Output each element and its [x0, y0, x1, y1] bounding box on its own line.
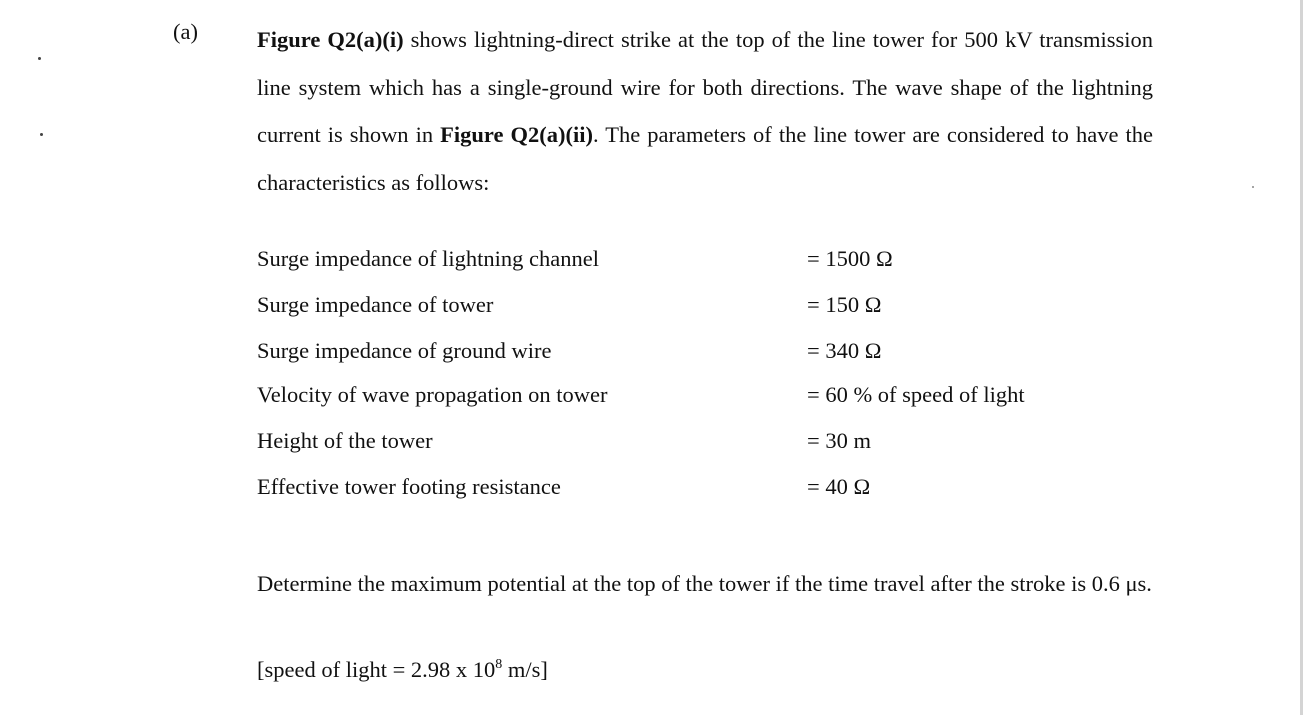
- note-suffix: m/s]: [502, 657, 548, 682]
- intro-text: . The parameters of the line tower are considered to have the characteristics as follows:: [257, 122, 1153, 195]
- parameter-row: [257, 290, 1157, 320]
- question-intro: [257, 16, 1153, 206]
- parameter-value: = 60 % of speed of light: [807, 382, 1025, 407]
- parameter-value: = 30 m: [807, 428, 871, 453]
- note-prefix: [speed of light = 2.98 x 10: [257, 657, 496, 682]
- intro-text: shows lightning-direct strike at the top of the line tower for 500 kV transmission line system which has a single-ground wire for both directions. The wave shape of the lightning current is shown in: [257, 27, 1153, 147]
- parameter-value: = 1500 Ω: [807, 246, 893, 271]
- scan-speck: [1252, 186, 1254, 188]
- parameter-value: = 40 Ω: [807, 474, 871, 499]
- figure-reference: Figure Q2(a)(ii): [440, 122, 594, 147]
- parameter-value: = 150 Ω: [807, 292, 882, 317]
- figure-reference: Figure Q2(a)(i): [257, 27, 404, 52]
- parameter-name: Velocity of wave propagation on tower: [257, 382, 608, 407]
- parameter-name: Height of the tower: [257, 428, 433, 453]
- parameter-row: [257, 472, 1157, 502]
- parameter-name: Effective tower footing resistance: [257, 474, 561, 499]
- constant-note: [257, 655, 548, 685]
- task-statement: Determine the maximum potential at the top of the tower if the time travel after the stroke is 0.6 μs.: [257, 571, 1152, 596]
- parameter-value: = 340 Ω: [807, 338, 882, 363]
- parameter-row: [257, 380, 1157, 410]
- scan-speck: [38, 57, 41, 60]
- parameter-name: Surge impedance of tower: [257, 292, 494, 317]
- parameter-name: Surge impedance of ground wire: [257, 338, 552, 363]
- parameter-name: Surge impedance of lightning channel: [257, 246, 599, 271]
- note-exponent: 8: [495, 657, 503, 672]
- parameter-row: [257, 244, 1157, 274]
- parameter-row: [257, 426, 1157, 456]
- scan-speck: [40, 133, 43, 136]
- parameter-row: [257, 336, 1157, 366]
- question-label: (a): [173, 19, 198, 44]
